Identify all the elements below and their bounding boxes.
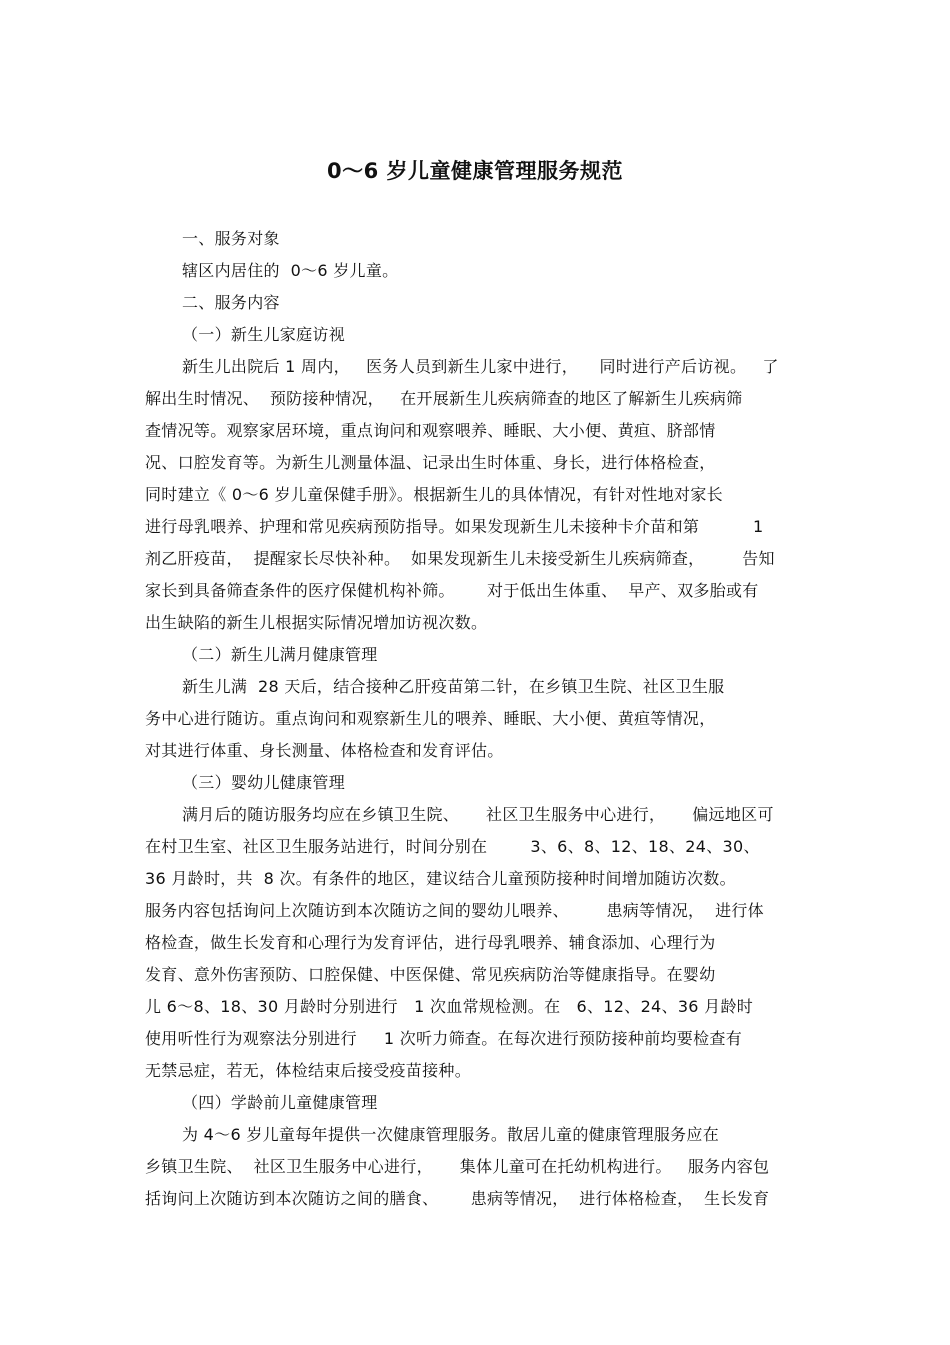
paragraph-line: 乡镇卫生院、 社区卫生服务中心进行， 集体儿童可在托幼机构进行。 服务内容包: [145, 1157, 770, 1176]
paragraph-line: 儿 6～8、18、30 月龄时分别进行 1 次血常规检测。在 6、12、24、36 月龄时: [145, 997, 754, 1016]
paragraph-line: 查情况等。观察家居环境，重点询问和观察喂养、睡眠、大小便、黄疸、脐部情: [145, 421, 716, 440]
paragraph-line: 对其进行体重、身长测量、体格检查和发育评估。: [145, 741, 504, 760]
paragraph-line: 在村卫生室、社区卫生服务站进行，时间分别在 3、6、8、12、18、24、30、: [145, 837, 760, 856]
paragraph-line: 括询问上次随访到本次随访之间的膳食、 患病等情况， 进行体格检查， 生长发育: [145, 1189, 770, 1208]
paragraph-line: 发育、意外伤害预防、口腔保健、中医保健、常见疾病防治等健康指导。在婴幼: [145, 965, 716, 984]
paragraph-line: 务中心进行随访。重点询问和观察新生儿的喂养、睡眠、大小便、黄疸等情况，: [145, 709, 716, 728]
paragraph-line: 出生缺陷的新生儿根据实际情况增加访视次数。: [145, 613, 488, 632]
paragraph-line: 36 月龄时，共 8 次。有条件的地区，建议结合儿童预防接种时间增加随访次数。: [145, 869, 736, 888]
paragraph-line: 家长到具备筛查条件的医疗保健机构补筛。 对于低出生体重、 早产、双多胎或有: [145, 581, 759, 600]
heading-service-target: 一、服务对象: [182, 229, 280, 248]
document-title: 0～6 岁儿童健康管理服务规范: [326, 159, 624, 183]
paragraph-line: 使用听性行为观察法分别进行 1 次听力筛查。在每次进行预防接种前均要检查有: [145, 1029, 742, 1048]
paragraph-line: 剂乙肝疫苗， 提醒家长尽快补种。 如果发现新生儿未接受新生儿疾病筛查， 告知: [145, 549, 775, 568]
subheading-preschool-health: （四）学龄前儿童健康管理: [182, 1093, 378, 1112]
paragraph-line: 同时建立《 0～6 岁儿童保健手册》。根据新生儿的具体情况，有针对性地对家长: [145, 485, 723, 504]
heading-service-content: 二、服务内容: [182, 293, 280, 312]
subheading-newborn-home-visit: （一）新生儿家庭访视: [182, 325, 346, 344]
paragraph-line: 为 4～6 岁儿童每年提供一次健康管理服务。散居儿童的健康管理服务应在: [182, 1125, 720, 1144]
paragraph-line: 格检查，做生长发育和心理行为发育评估，进行母乳喂养、辅食添加、心理行为: [145, 933, 716, 952]
paragraph-line: 解出生时情况、 预防接种情况， 在开展新生儿疾病筛查的地区了解新生儿疾病筛: [145, 389, 743, 408]
paragraph-line: 新生儿满 28 天后，结合接种乙肝疫苗第二针，在乡镇卫生院、社区卫生服: [182, 677, 725, 696]
paragraph-line: 新生儿出院后 1 周内， 医务人员到新生儿家中进行， 同时进行产后访视。 了: [182, 357, 779, 376]
subheading-newborn-month-checkup: （二）新生儿满月健康管理: [182, 645, 378, 664]
paragraph-line: 无禁忌症，若无，体检结束后接受疫苗接种。: [145, 1061, 472, 1080]
paragraph-line: 服务内容包括询问上次随访到本次随访之间的婴幼儿喂养、 患病等情况， 进行体: [145, 901, 764, 920]
paragraph-line: 况、口腔发育等。为新生儿测量体温、记录出生时体重、身长，进行体格检查，: [145, 453, 716, 472]
paragraph-line: 满月后的随访服务均应在乡镇卫生院、 社区卫生服务中心进行， 偏远地区可: [182, 805, 774, 824]
paragraph-line: 辖区内居住的 0～6 岁儿童。: [182, 261, 399, 280]
paragraph-line: 进行母乳喂养、护理和常见疾病预防指导。如果发现新生儿未接种卡介苗和第 1: [145, 517, 764, 536]
subheading-infant-health: （三）婴幼儿健康管理: [182, 773, 346, 792]
